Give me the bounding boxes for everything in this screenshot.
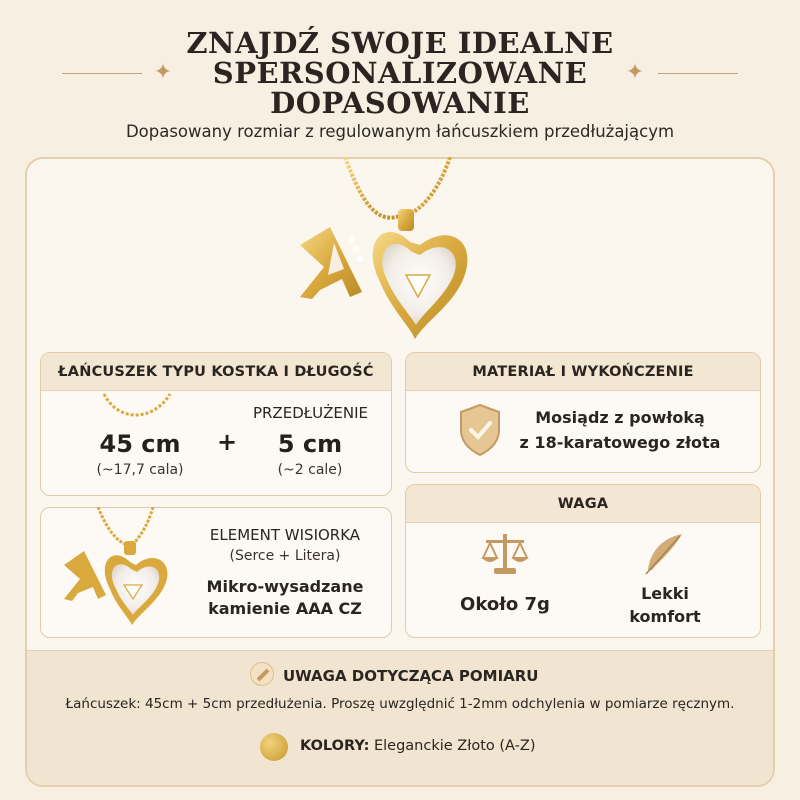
extension-value: 5 cm [277, 430, 343, 458]
title-line-1: ZNAJDŹ SWOJE IDEALNE [186, 26, 614, 60]
sparkle-icon-left: ✦ [153, 60, 173, 85]
pendant-heading: ELEMENT WISIORKA [209, 526, 361, 544]
comfort-line-2: komfort [629, 607, 701, 626]
material-line-2: z 18-karatowego złota [519, 433, 721, 452]
subtitle: Dopasowany rozmiar z regulowanym łańcuszkiem przedłużającym [125, 122, 675, 141]
scale-icon [480, 530, 530, 578]
decorative-line-left [62, 73, 142, 74]
note-text: Łańcuszek: 45cm + 5cm przedłużenia. Proszę uwzględnić 1-2mm odchylenia w pomiarze ręcznym. [65, 696, 735, 712]
gold-swatch-icon [260, 733, 288, 761]
chain-length-inches: (~17,7 cala) [96, 462, 184, 478]
colors-line [300, 738, 535, 754]
extension-inches: (~2 cale) [277, 462, 343, 478]
note-heading: UWAGA DOTYCZĄCA POMIARU [283, 667, 539, 685]
pendant-subheading: (Serce + Litera) [229, 548, 341, 564]
title-line-2: SPERSONALIZOWANE [212, 56, 588, 90]
pendant-line-1: Mikro-wysadzane [206, 577, 364, 596]
colors-value: Eleganckie Złoto (A-Z) [373, 738, 536, 754]
decorative-line-right [658, 73, 738, 74]
shield-check-icon [456, 402, 504, 458]
feather-icon [640, 530, 688, 578]
pendant-thumbnail-image [58, 507, 178, 632]
chain-icon [98, 392, 178, 432]
sparkle-icon-right: ✦ [625, 60, 645, 85]
extension-label: PRZEDŁUŻENIE [252, 404, 369, 422]
pendant-line-2: kamienie AAA CZ [208, 599, 362, 618]
necklace-pendant-image [290, 157, 500, 352]
material-card-heading: MATERIAŁ I WYKOŃCZENIE [406, 353, 760, 391]
chain-length-value: 45 cm [99, 430, 181, 458]
colors-label: KOLORY: [300, 738, 370, 754]
weight-value: Około 7g [460, 594, 550, 615]
ruler-icon [250, 662, 274, 686]
plus-sign: + [216, 428, 238, 456]
material-line-1: Mosiądz z powłoką [535, 408, 705, 427]
weight-card-heading: WAGA [406, 485, 760, 523]
title-line-3: DOPASOWANIE [270, 86, 530, 120]
comfort-line-1: Lekki [641, 584, 689, 603]
chain-card-heading: ŁAŃCUSZEK TYPU KOSTKA I DŁUGOŚĆ [41, 353, 391, 391]
